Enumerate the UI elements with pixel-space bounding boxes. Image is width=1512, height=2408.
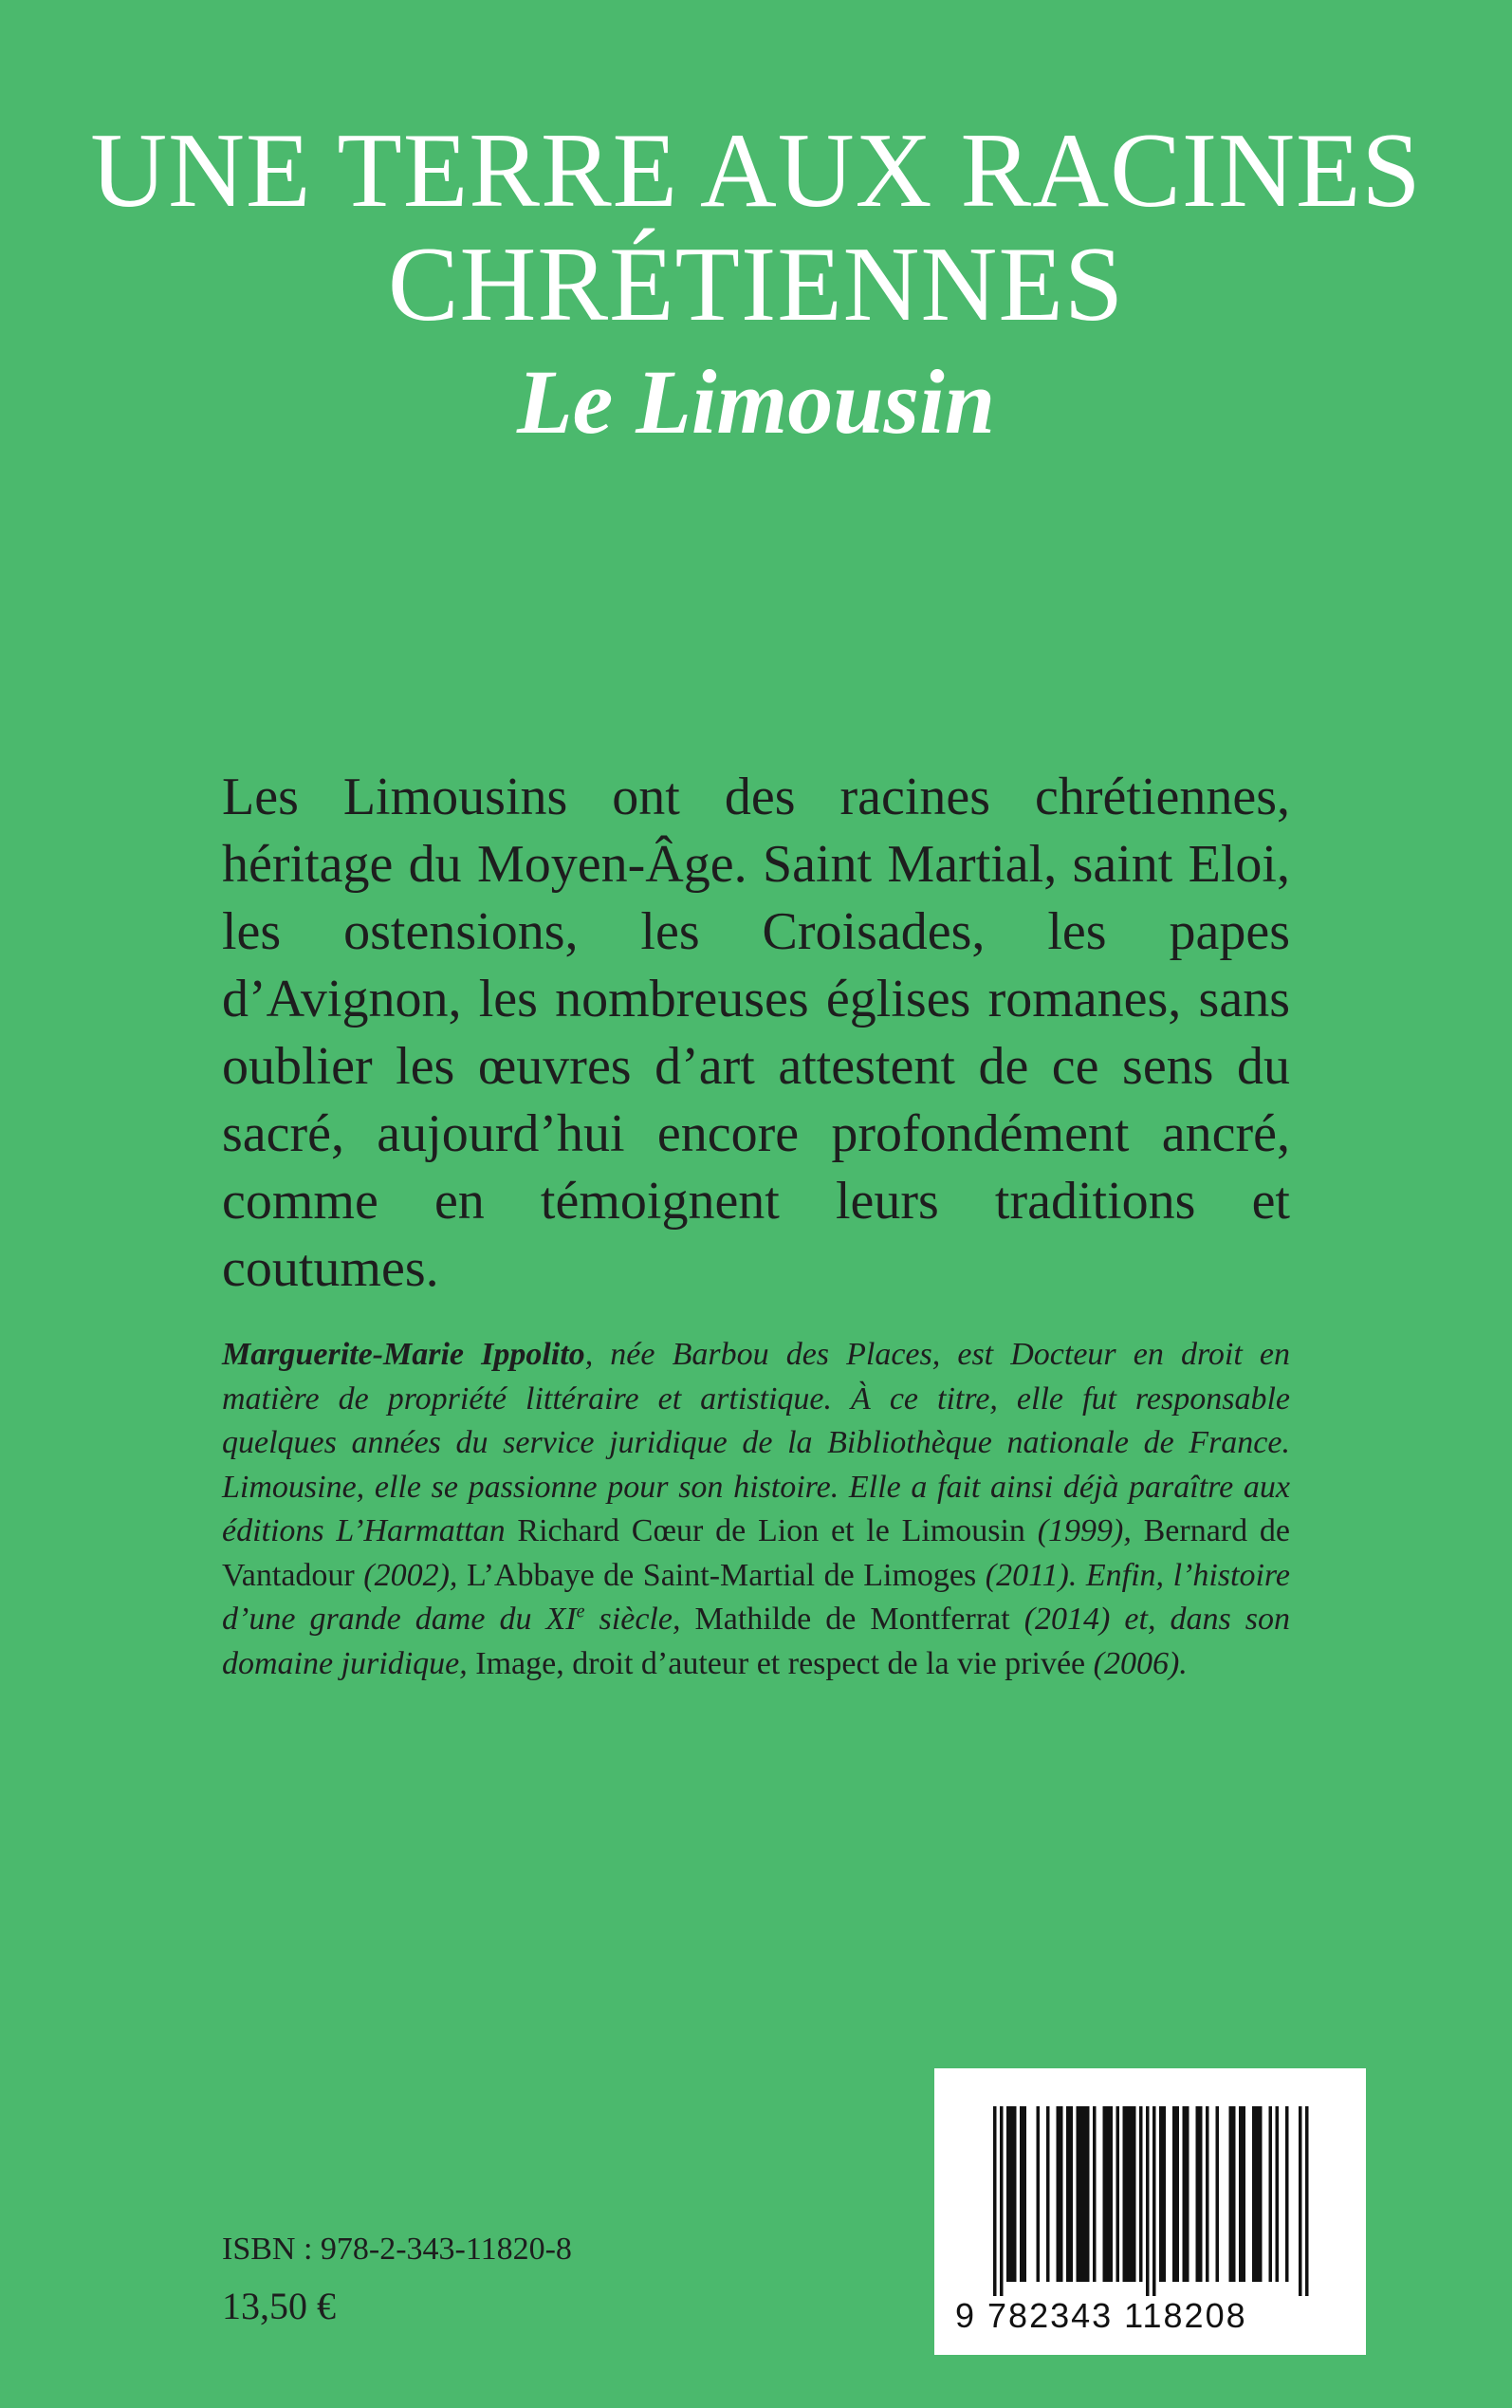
barcode-bar — [1020, 2106, 1023, 2282]
barcode-bar — [1060, 2106, 1063, 2282]
barcode-bar — [1152, 2106, 1156, 2296]
book-reference: L’Abbaye de Saint-Martial de Limoges — [466, 1557, 977, 1593]
barcode-bar — [1006, 2106, 1010, 2282]
barcode-bar — [1159, 2106, 1163, 2282]
barcode-bar — [1183, 2106, 1187, 2282]
barcode-digits: 9 782343 118208 — [955, 2296, 1247, 2335]
barcode-bar — [1079, 2106, 1083, 2282]
book-reference: Bernard de Vantadour — [222, 1513, 1290, 1593]
barcode — [934, 2068, 1366, 2355]
barcode-bar — [1176, 2106, 1180, 2282]
blurb-paragraph: Les Limousins ont des racines chrétiennes, héritage du Moyen-Âge. Saint Martial, saint Eloi, les ostensions, les Croisades, les papes d’Avignon, les nombreuses églises romanes, sans oublier les œuvres d’art attestent de ce sens du sacré, aujourd’hui encore profondément ancré, comme en témoignent leurs traditions et coutumes. — [222, 768, 1290, 1298]
barcode-bar — [1013, 2106, 1017, 2282]
barcode-bar — [1199, 2106, 1203, 2282]
barcode-bar — [1172, 2106, 1176, 2282]
barcode-bar — [1126, 2106, 1130, 2282]
barcode-bar — [1269, 2106, 1273, 2282]
barcode-bar — [1146, 2106, 1150, 2296]
barcode-bars — [993, 2106, 1316, 2296]
barcode-bar — [1239, 2106, 1243, 2282]
title-line-2: CHRÉTIENNES — [387, 226, 1125, 343]
barcode-bar — [1206, 2106, 1209, 2282]
barcode-bar — [1000, 2106, 1004, 2296]
title-line-1: UNE TERRE AUX RACINES — [90, 112, 1422, 230]
barcode-bar — [1083, 2106, 1087, 2282]
barcode-bar — [1110, 2106, 1114, 2282]
book-reference: Richard Cœur de Lion et le Limousin — [517, 1513, 1025, 1548]
barcode-bar — [993, 2106, 997, 2296]
book-title — [0, 114, 1512, 342]
price-label: 13,50 € — [222, 2285, 336, 2327]
barcode-bar — [1123, 2106, 1127, 2282]
barcode-bar — [1130, 2106, 1134, 2282]
barcode-bar — [1086, 2106, 1090, 2282]
book-subtitle: Le Limousin — [516, 351, 996, 453]
barcode-bar — [1057, 2106, 1060, 2282]
barcode-bar — [1229, 2106, 1233, 2282]
barcode-bar — [1010, 2106, 1014, 2282]
barcode-bar — [1186, 2106, 1189, 2282]
barcode-bar — [1139, 2106, 1143, 2282]
barcode-bar — [1276, 2106, 1280, 2282]
book-reference: Mathilde de Montferrat — [694, 1602, 1010, 1637]
barcode-bar — [1285, 2106, 1289, 2282]
barcode-bar — [1305, 2106, 1309, 2296]
barcode-bar — [1163, 2106, 1167, 2282]
barcode-bar — [1103, 2106, 1107, 2282]
barcode-bar — [1216, 2106, 1220, 2282]
barcode-bar — [1023, 2106, 1027, 2282]
barcode-bar — [1133, 2106, 1136, 2282]
barcode-bar — [1037, 2106, 1041, 2282]
barcode-bar — [1299, 2106, 1302, 2296]
barcode-bar — [1232, 2106, 1236, 2282]
barcode-bar — [1077, 2106, 1080, 2282]
barcode-bar — [1243, 2106, 1246, 2282]
barcode-bar — [1093, 2106, 1097, 2282]
barcode-bar — [1259, 2106, 1263, 2282]
barcode-bar — [1066, 2106, 1070, 2282]
barcode-bar — [1116, 2106, 1120, 2282]
book-reference: Image, droit d’auteur et respect de la vie privée — [475, 1645, 1086, 1681]
barcode-bar — [1252, 2106, 1256, 2282]
barcode-bar — [1196, 2106, 1200, 2282]
barcode-bar — [1106, 2106, 1110, 2282]
author-bio: Marguerite-Marie Ippolito, née Barbou des Places, est Docteur en droit en matière de propriété littéraire et artistique. À ce titre, elle fut responsable quelques années du service juridique de la Bibliothèque nationale de France. Limousine, elle se passionne pour son histoire. Elle a fait ainsi déjà paraître aux éditions L’Harmattan Richard Cœur de Lion et le Limousin (1999), Bernard de Vantadour (2002), L’Abbaye de Saint-Martial de Limoges (2011). Enfin, l’histoire d’une grande dame du XIe siècle, Mathilde de Montferrat (2014) et, dans son domaine juridique, Image, droit d’auteur et respect de la vie privée (2006). — [222, 1337, 1291, 1681]
author-name: Marguerite-Marie Ippolito — [222, 1337, 585, 1372]
barcode-bar — [1256, 2106, 1260, 2282]
barcode-bar — [1046, 2106, 1050, 2282]
isbn-label: ISBN : 978-2-343-11820-8 — [222, 2232, 572, 2267]
barcode-bar — [1070, 2106, 1074, 2282]
